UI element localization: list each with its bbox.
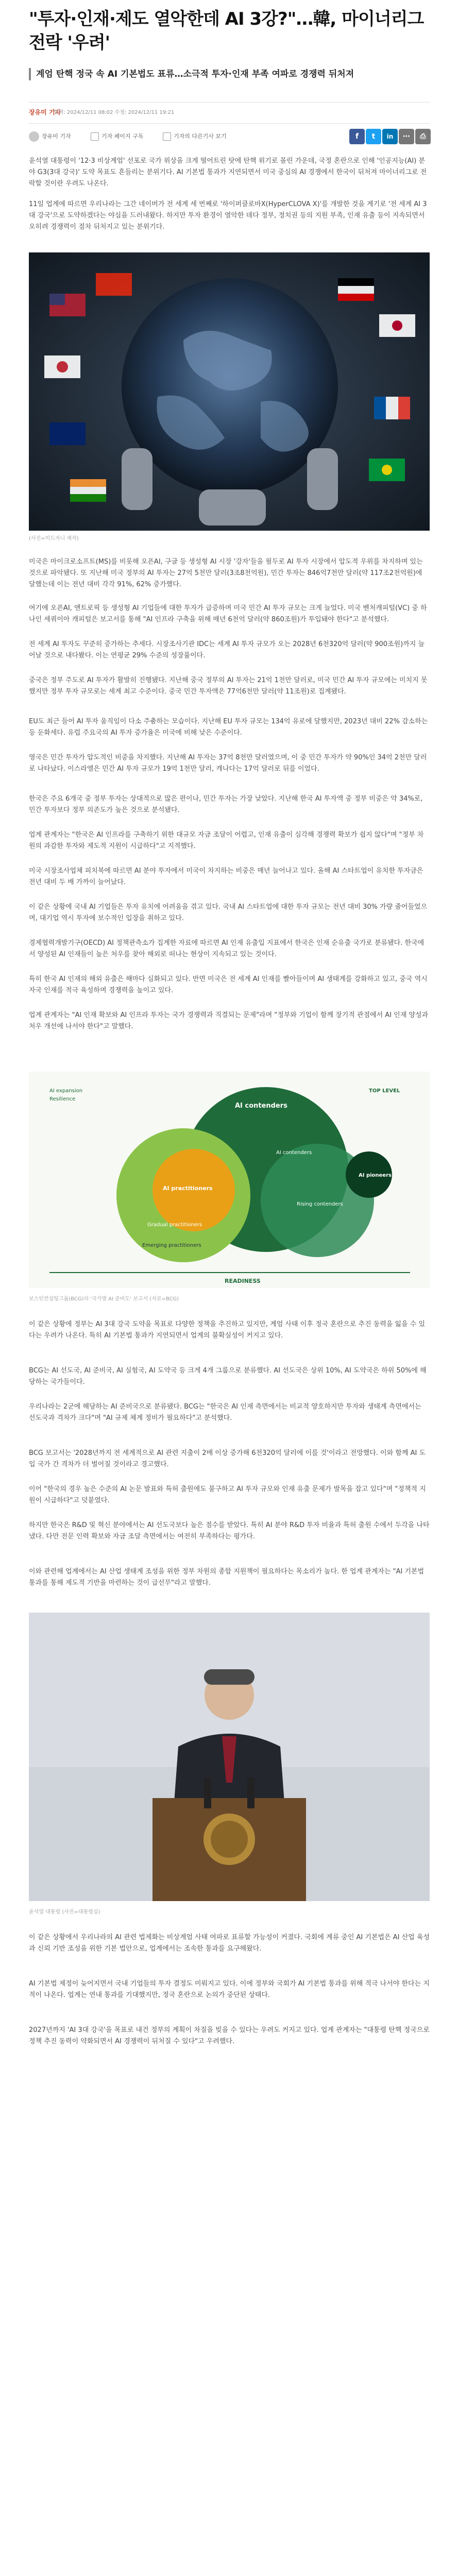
paragraph-17: 이 같은 상황에 정부는 AI 3대 강국 도약을 목표로 다양한 정책을 추진하고 있지만, 계엄 사태 이후 정국 혼란으로 추진 동력을 잃을 수 있다는 우려가 나온다. 특히 AI 기본법 통과가 지연되면서 업계의 불확실성이 커지고 있다. (29, 1320, 426, 1340)
paragraph-7: 중국은 정부 주도로 AI 투자가 활발히 진행됐다. 지난해 중국 정부의 AI 투자는 21억 1천만 달러로, 미국 민간 AI 투자 규모에는 미치지 못했지만 정부 투자 규모로는 세계 최고 수준이다. 중국 민간 투자액은 77억6천만 달러(약 11조원)로 집계됐다. (29, 676, 428, 696)
photo-caption: 윤석열 대통령 (사진=대통령실) (29, 1909, 100, 1915)
checkbox-icon (91, 132, 99, 141)
linkedin-icon: in (386, 133, 394, 140)
paragraph-20: BCG 보고서는 '2028년까지 전 세계적으로 AI 관련 지출이 2배 이상 증가해 6천320억 달러에 이를 것'이라고 전망했다. 이와 함께 AI 도입 국가 간 격차가 더 벌어질 것이라고 경고했다. (29, 1449, 426, 1468)
paragraph-12: 미국 시장조사업체 피치북에 따르면 AI 분야 투자에서 미국이 차지하는 비중은 매년 늘어나고 있다. 올해 AI 스타트업이 유치한 투자금은 전년 대비 두 배 가까이 늘어났다. (29, 867, 423, 886)
center-label: AI contenders (235, 1102, 287, 1110)
author-bar (29, 127, 430, 147)
globe-image (29, 252, 430, 531)
print-button[interactable] (415, 129, 431, 144)
paragraph-14: 경제협력개발기구(OECD) AI 정책관측소가 집계한 자료에 따르면 AI 인재 유출입 지표에서 한국은 인재 순유출 국가로 분류됐다. 한국에서 양성된 AI 인재들이 높은 처우를 찾아 해외로 떠나는 현상이 지속되고 있는 것이다. (29, 939, 425, 958)
facebook-icon: f (355, 132, 359, 141)
author-chip-label: 장유미 기자 (42, 133, 71, 140)
other-articles-label: 기자의 다른기사 보기 (174, 133, 227, 140)
paragraph-24: 이 같은 상황에서 우리나라의 AI 관련 법제화는 비상계엄 사태 여파로 표류할 가능성이 커졌다. 국회에 계류 중인 AI 기본법은 AI 산업 육성과 신뢰 기반 조성을 위한 기본 법안으로, 업계에서는 조속한 통과를 요구해왔다. (29, 1934, 430, 1953)
twitter-share-button[interactable] (366, 129, 381, 144)
paragraph-21: 이어 "한국의 경우 높은 수준의 AI 논문 발표와 특허 출원에도 불구하고 AI 투자 규모와 인재 유출 문제가 발목을 잡고 있다"며 "정책적 지원이 시급하다"고 덧붙였다. (29, 1485, 426, 1504)
other-articles-link[interactable] (163, 131, 227, 142)
group-label-practitioners: AI practitioners (163, 1185, 213, 1192)
paragraph-9: 영국은 민간 투자가 압도적인 비중을 차지했다. 지난해 AI 투자는 37억 8천만 달러였으며, 이 중 민간 투자가 약 90%인 34억 2천만 달러로 나타났다. 이스라엘은 민간 AI 투자 규모가 19억 1천만 달러, 캐나다는 17억 달러로 뒤를 이었다. (29, 754, 427, 773)
subscribe-reporter[interactable] (91, 131, 143, 142)
paragraph-10: 한국은 주요 6개국 중 정부 투자는 상대적으로 많은 편이나, 민간 투자는 가장 낮았다. 지난해 한국 AI 투자액 중 정부 비중은 약 34%로, 민간 투자보다 정부 의존도가 높은 것으로 분석됐다. (29, 795, 423, 814)
paragraph-23: 이와 관련해 업계에서는 AI 산업 생태계 조성을 위한 정부 차원의 종합 지원책이 필요하다는 목소리가 높다. 한 업계 관계자는 "AI 기본법 통과를 통해 제도적 기반을 마련하는 것이 급선무"라고 말했다. (29, 1568, 425, 1587)
paragraph-25: AI 기본법 제정이 늦어지면서 국내 기업들의 투자 결정도 미뤄지고 있다. 이에 정부와 국회가 AI 기본법 통과를 위해 적극 나서야 한다는 지적이 나온다. 업계는 연내 통과를 기대했지만, 정국 혼란으로 논의가 중단된 상태다. (29, 1980, 430, 1999)
paragraph-8: EU도 최근 들어 AI 투자 움직임이 다소 주춤하는 모습이다. 지난해 EU 투자 규모는 134억 유로에 달했지만, 2023년 대비 22% 감소하는 등 둔화세다. 유럽 주요국의 AI 투자 증가율은 미국에 비해 낮은 수준이다. (29, 718, 428, 737)
paragraph-22: 하지만 한국은 R&D 및 혁신 분야에서는 AI 선도국보다 높은 점수를 받았다. 특히 AI 분야 R&D 투자 비율과 특허 출원 수에서 두각을 나타냈다. 다만 전문 인력 확보와 자금 조달 측면에서는 여전히 부족하다는 평가다. (29, 1521, 430, 1540)
facebook-share-button[interactable] (349, 129, 365, 144)
group-label-pioneers: AI pioneers (359, 1173, 392, 1178)
article-title: "투자·인재·제도 열악한데 AI 3강?"…韓, 마이너리그 전락 '우려' (29, 9, 424, 53)
paragraph-16: 업계 관계자는 "AI 인재 확보와 AI 인프라 투자는 국가 경쟁력과 직결되는 문제"라며 "정부와 기업이 함께 장기적 관점에서 AI 인재 양성과 처우 개선에 나서야 한다"고 말했다. (29, 1011, 429, 1030)
group-label-gradual: Gradual practitioners (147, 1222, 202, 1228)
article-subtitle: 계엄 탄핵 정국 속 AI 기본법도 표류…소극적 투자·인재 부족 여파로 경쟁력 뒤처져 (29, 68, 443, 80)
axis-bottom-label: READINESS (225, 1278, 261, 1284)
avatar (29, 131, 39, 142)
globe-illustration (29, 252, 430, 531)
globe-caption: (사진=미드저니 제작) (29, 536, 79, 541)
bcg-readiness-diagram (29, 1072, 430, 1288)
linkedin-share-button[interactable] (382, 129, 398, 144)
twitter-icon: t (371, 132, 376, 141)
article-meta (29, 102, 430, 124)
paragraph-2: 11일 업계에 따르면 우리나라는 그간 네이버가 전 세계 세 번째로 '하이퍼클로바X(HyperCLOVA X)'를 개발한 것을 계기로 '전 세계 AI 3대 강국'으로 도약하겠다는 야심을 드러내왔다. 하지만 투자 환경이 열악한 데다 정부, 정치권 등의 지원 부족, 인재 유출 등이 지속되면서 오히려 경쟁력이 점차 뒤처지고 있는 분위기다. (29, 200, 427, 231)
paragraph-6: 전 세계 AI 투자도 꾸준히 증가하는 추세다. 시장조사기관 IDC는 세계 AI 투자 규모가 오는 2028년 6천320억 달러(약 900조원)까지 늘어날 것으로 내다봤다. 이는 연평균 29% 수준의 성장률이다. (29, 640, 425, 659)
president-image (29, 1613, 430, 1901)
paragraph-4: 미국은 마이크로소프트(MS)를 비롯해 오픈AI, 구글 등 생성형 AI 시장 '강자'들을 필두로 AI 투자 시장에서 압도적 우위를 차지하며 있는 것으로 파악됐다. 또 지난해 미국 정부의 AI 투자는 27억 5천만 달러(3조8천억원), 민간 투자는 846억7천만 달러(약 117조2천억원)에 달했는데 이는 전년 대비 각각 91%, 62% 증가했다. (29, 558, 423, 588)
paragraph-26: 2027년까지 'AI 3대 강국'을 목표로 내건 정부의 계획이 차질을 빚을 수 있다는 우려도 커지고 있다. 업계 관계자는 "대통령 탄핵 정국으로 정책 추진 동력이 약화되면서 AI 경쟁력이 뒤처질 수 있다"고 우려했다. (29, 2026, 430, 2045)
print-icon: ⎙ (420, 132, 426, 141)
group-label-emerging: Emerging practitioners (142, 1243, 201, 1248)
paragraph-18: BCG는 AI 선도국, AI 준비국, AI 실험국, AI 도약국 등 크게 4개 그룹으로 분류했다. AI 선도국은 상위 10%, AI 도약국은 하위 50%에 해당하는 국가들이다. (29, 1367, 427, 1386)
readiness-diagram (29, 1072, 430, 1288)
group-label-rising: Rising contenders (297, 1201, 343, 1207)
author-chip[interactable] (29, 131, 71, 142)
author-name[interactable]: 장유미 기자 (29, 109, 61, 116)
paragraph-19: 우리나라는 2군에 해당하는 AI 준비국으로 분류됐다. BCG는 "한국은 AI 인재 측면에서는 비교적 양호하지만 투자와 생태계 측면에서는 선도국과 격차가 크다"며 "AI 규제 체계 정비가 필요하다"고 분석했다. (29, 1403, 421, 1422)
subscribe-label: 기자 페이지 구독 (101, 133, 144, 140)
link-icon: ⋯ (403, 132, 410, 141)
paragraph-11: 업계 관계자는 "한국은 AI 인프라를 구축하기 위한 대규모 자금 조달이 어렵고, 인재 유출이 심각해 경쟁력 확보가 쉽지 않다"며 "정부 차원의 과감한 투자와 제도적 지원이 시급하다"고 지적했다. (29, 831, 424, 850)
article-dates: 입력: 2024/12/11 08:02 수정: 2024/12/11 19:21 (54, 110, 175, 115)
paragraph-5: 여기에 오픈AI, 앤트로픽 등 생성형 AI 기업들에 대한 투자가 급증하며 미국 민간 AI 투자 규모는 크게 늘었다. 미국 벤처캐피털(VC) 중 하나인 세쿼이아 캐피털은 보고서를 통해 "AI 인프라 구축을 위해 매년 6천억 달러(약 860조원)가 투입돼야 한다"고 분석했다. (29, 604, 427, 623)
checkbox-icon (163, 132, 171, 141)
paragraph-15: 특히 한국 AI 인재의 해외 유출은 해마다 심화되고 있다. 반면 미국은 전 세계 AI 인재를 빨아들이며 AI 생태계를 강화하고 있고, 중국 역시 자국 인재를 적극 육성하며 경쟁력을 높이고 있다. (29, 975, 428, 994)
group-label-contenders: AI contenders (276, 1150, 312, 1156)
legend-right: Resilience (49, 1096, 76, 1102)
paragraph-1: 윤석열 대통령이 '12·3 비상계엄' 선포로 국가 위상을 크게 떨어트린 탓에 탄핵 위기로 몰린 가운데, 국정 혼란으로 인해 '인공지능(AI) 분야 G3(3대 강국)' 도약 목표도 흔들리는 분위기다. AI 기본법 통과가 지연되면서 미국 중심의 AI 경쟁에서 한국이 뒤처져 마이너리그로 전락할 것이란 우려도 나온다. (29, 157, 427, 188)
axis-right-label: TOP LEVEL (369, 1088, 400, 1094)
paragraph-13: 이 같은 상황에 국내 AI 기업들은 투자 유치에 어려움을 겪고 있다. 국내 AI 스타트업에 대한 투자 규모는 전년 대비 30% 가량 줄어들었으며, 대기업 역시 투자에 보수적인 입장을 취하고 있다. (29, 903, 428, 922)
copy-link-button[interactable] (399, 129, 414, 144)
president-photo (29, 1613, 430, 1901)
legend-left: AI expansion (49, 1088, 83, 1094)
chart-caption: 보스턴컨설팅그룹(BCG)의 '국가별 AI 준비도' 보고서 (자료=BCG) (29, 1296, 179, 1302)
